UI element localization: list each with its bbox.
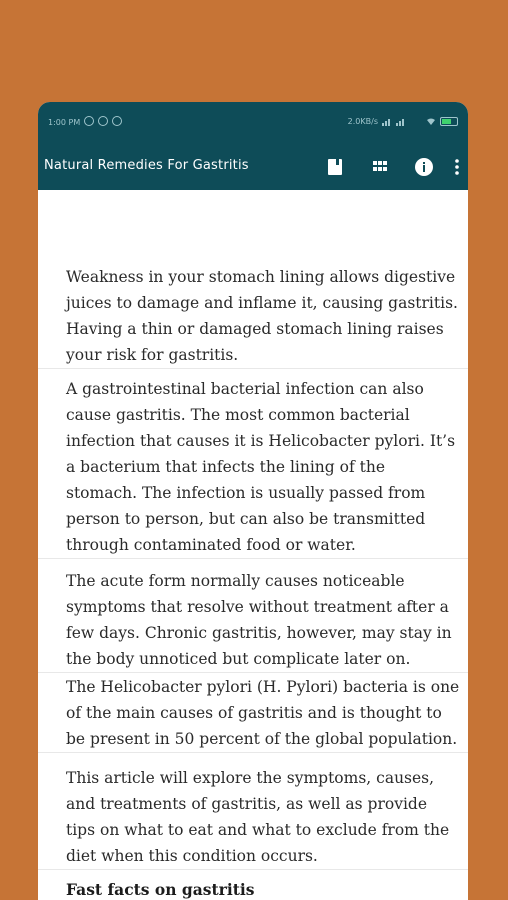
status-bar [38, 102, 468, 144]
article-paragraph [38, 376, 468, 559]
paragraph-text: A gastrointestinal bacterial infection can also cause gastritis. The most common bacterial infection that causes it is Helicobacter pylori. It’s a bacterium that infects the lining of the stomach. The infection is usually passed from person to person, but can also be transmitted through contaminated food or water. [66, 380, 456, 554]
notification-icon [98, 116, 108, 126]
article-paragraph [38, 568, 468, 673]
app-title: Natural Remedies For Gastritis [44, 158, 249, 173]
phone-screen [38, 102, 468, 900]
paragraph-text: This article will explore the symptoms, causes, and treatments of gastritis, as well as provide tips on what to eat and what to exclude from the diet when this condition occurs. [66, 769, 450, 865]
grid-icon[interactable] [369, 156, 391, 178]
status-time: 1:00 PM [48, 118, 81, 127]
article-content[interactable] [38, 190, 468, 900]
network-speed: 2.0KB/s [347, 117, 378, 126]
more-vert-icon[interactable] [452, 156, 462, 178]
paragraph-text: Weakness in your stomach lining allows digestive juices to damage and inflame it, causing gastritis. Having a thin or damaged stomach lining raises your risk for gastritis. [66, 268, 458, 364]
notification-icons [84, 116, 122, 126]
info-icon[interactable] [413, 156, 435, 178]
notification-icon [112, 116, 122, 126]
article-paragraph [38, 765, 468, 870]
article-paragraph [38, 264, 468, 369]
battery-icon [440, 117, 458, 126]
article-paragraph [38, 674, 468, 753]
app-toolbar [38, 144, 468, 190]
signal-icon [382, 118, 422, 126]
paragraph-text: The acute form normally causes noticeable symptoms that resolve without treatment after a few days. Chronic gastritis, however, may stay in the body unnoticed but complicate later on. [66, 572, 452, 668]
notification-icon [84, 116, 94, 126]
wifi-icon [426, 118, 436, 126]
status-right [348, 117, 458, 126]
paragraph-text: The Helicobacter pylori (H. Pylori) bacteria is one of the main causes of gastritis and is thought to be present in 50 percent of the global population. [66, 678, 460, 748]
book-icon[interactable] [324, 156, 346, 178]
section-heading: Fast facts on gastritis [66, 880, 255, 899]
